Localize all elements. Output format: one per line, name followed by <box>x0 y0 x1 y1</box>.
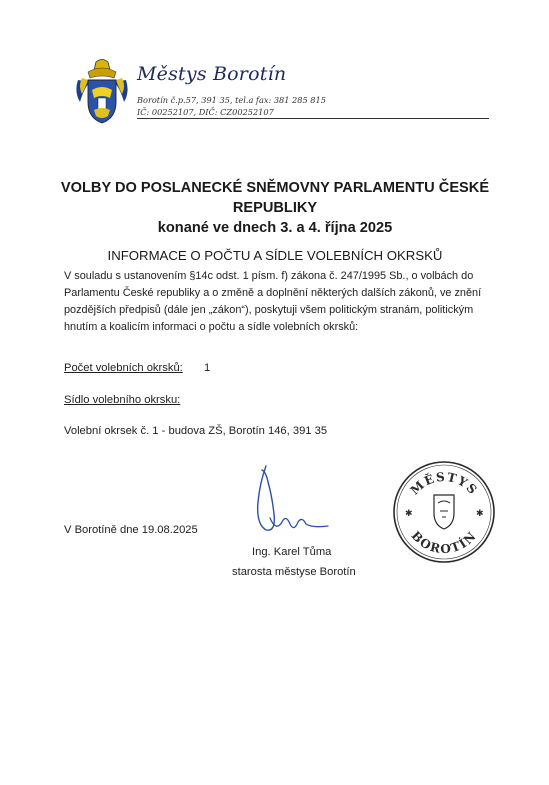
intro-line: hnutím a koalicím informaci o počtu a sídle volebních okrsků: <box>64 321 359 333</box>
stamp-top-text: MĚSTYS <box>407 469 481 498</box>
district-seat-value: Volební okrsek č. 1 - budova ZŠ, Borotín 146, 391 35 <box>64 425 328 437</box>
svg-text:✱: ✱ <box>476 509 484 519</box>
district-seat-label: Sídlo volebního okrsku: <box>64 394 181 406</box>
intro-line: Parlamentu České republiky a o změně a doplnění některých dalších zákonů, ve znění <box>64 287 482 299</box>
coat-of-arms-icon <box>74 58 130 124</box>
organization-address: Borotín č.p.57, 391 35, tel.a fax: 381 285 815 <box>137 95 326 105</box>
document-title-line2: REPUBLIKY <box>232 200 318 216</box>
svg-text:✱: ✱ <box>405 509 413 519</box>
organization-name: Městys Borotín <box>137 63 287 85</box>
official-stamp <box>388 459 500 565</box>
handwritten-signature <box>236 462 332 544</box>
document-subtitle: INFORMACE O POČTU A SÍDLE VOLEBNÍCH OKRSKŮ <box>107 248 443 263</box>
place-and-date: V Borotíně dne 19.08.2025 <box>64 524 198 536</box>
district-count-label: Počet volebních okrsků: <box>64 362 183 374</box>
intro-paragraph <box>64 268 494 336</box>
svg-text:MĚSTYS <box>408 470 481 498</box>
signatory-name: Ing. Karel Tůma <box>252 546 332 558</box>
intro-line: V souladu s ustanovením §14c odst. 1 písm. f) zákona č. 247/1995 Sb., o volbách do <box>64 270 474 282</box>
intro-line: pozdějších předpisů (dále jen „zákon“), poskytuji všem politickým stranám, politickým <box>64 304 474 316</box>
district-count-value: 1 <box>204 362 211 374</box>
letterhead-divider <box>137 118 489 119</box>
signatory-role: starosta městyse Borotín <box>232 566 356 578</box>
document-title-line1: VOLBY DO POSLANECKÉ SNĚMOVNY PARLAMENTU ČESKÉ <box>60 180 490 196</box>
stamp-bottom-text: BOROTÍN <box>408 528 480 557</box>
document-title-dates: konané ve dnech 3. a 4. října 2025 <box>157 220 393 236</box>
organization-ids: IČ: 00252107, DIČ: CZ00252107 <box>137 107 274 117</box>
